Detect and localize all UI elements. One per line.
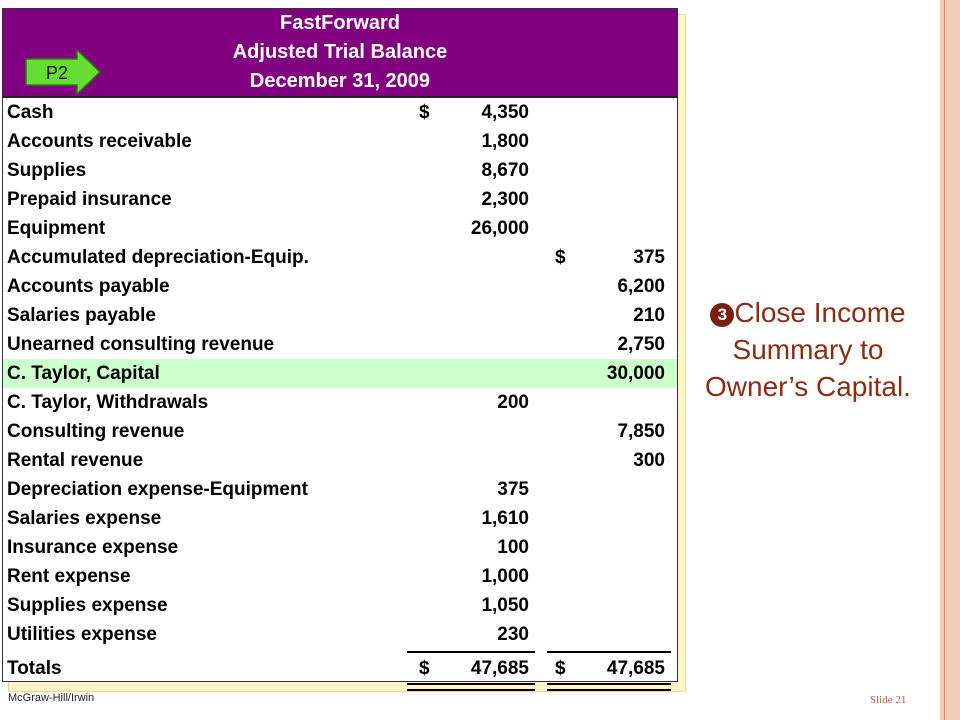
totals-label: Totals bbox=[7, 658, 62, 679]
debit-amount: 1,000 bbox=[481, 566, 529, 587]
account-name: Rent expense bbox=[7, 566, 131, 587]
account-name: Rental revenue bbox=[7, 450, 144, 471]
table-row bbox=[3, 185, 677, 214]
learning-objective-tag: P2 bbox=[45, 63, 69, 83]
step-number-badge: 3 bbox=[710, 303, 734, 327]
table-row bbox=[3, 533, 677, 562]
table-row bbox=[3, 417, 677, 446]
debit-currency-symbol: $ bbox=[419, 658, 430, 679]
account-name: Accounts payable bbox=[7, 276, 170, 297]
credit-amount: 300 bbox=[633, 450, 665, 471]
slide-number: Slide 21 bbox=[870, 694, 907, 706]
debit-total: 47,685 bbox=[470, 658, 529, 679]
account-name: Utilities expense bbox=[7, 624, 157, 645]
table-row bbox=[3, 446, 677, 475]
credit-double-rule bbox=[547, 683, 671, 691]
account-name: Supplies bbox=[7, 160, 87, 181]
table-row bbox=[3, 591, 677, 620]
credit-amount: 6,200 bbox=[617, 276, 665, 297]
totals-row bbox=[3, 654, 677, 683]
slide-border-line bbox=[944, 0, 945, 720]
account-name: Depreciation expense-Equipment bbox=[7, 479, 308, 500]
credit-currency-symbol: $ bbox=[555, 658, 566, 679]
closing-step-note bbox=[688, 294, 928, 405]
account-name: Unearned consulting revenue bbox=[7, 334, 275, 355]
account-name: Cash bbox=[7, 102, 54, 123]
debit-amount: 4,350 bbox=[481, 102, 529, 123]
report-date: December 31, 2009 bbox=[249, 70, 431, 92]
account-name: Salaries payable bbox=[7, 305, 156, 326]
debit-amount: 1,610 bbox=[481, 508, 529, 529]
table-row bbox=[3, 359, 677, 388]
credit-currency-symbol: $ bbox=[555, 247, 566, 268]
debit-amount: 375 bbox=[497, 479, 529, 500]
table-row bbox=[3, 127, 677, 156]
debit-amount: 200 bbox=[497, 392, 529, 413]
closing-step-text: Close Income Summary to Owner’s Capital. bbox=[705, 297, 911, 402]
debit-amount: 1,800 bbox=[481, 131, 529, 152]
table-row bbox=[3, 330, 677, 359]
account-name: Consulting revenue bbox=[7, 421, 185, 442]
table-row bbox=[3, 214, 677, 243]
company-name: FastForward bbox=[279, 12, 401, 34]
debit-amount: 1,050 bbox=[481, 595, 529, 616]
debit-total-rule bbox=[407, 651, 535, 653]
report-title: Adjusted Trial Balance bbox=[232, 41, 448, 63]
trial-balance-table bbox=[2, 8, 678, 682]
table-row bbox=[3, 156, 677, 185]
table-row bbox=[3, 562, 677, 591]
account-name: Accounts receivable bbox=[7, 131, 192, 152]
debit-currency-symbol: $ bbox=[419, 102, 430, 123]
account-name: C. Taylor, Capital bbox=[7, 363, 160, 384]
slide-border-decoration bbox=[940, 0, 960, 720]
account-name: Prepaid insurance bbox=[7, 189, 172, 210]
table-row bbox=[3, 272, 677, 301]
credit-amount: 30,000 bbox=[606, 363, 665, 384]
debit-double-rule bbox=[407, 683, 535, 691]
debit-amount: 100 bbox=[497, 537, 529, 558]
debit-amount: 8,670 bbox=[481, 160, 529, 181]
debit-amount: 2,300 bbox=[481, 189, 529, 210]
trial-balance-header bbox=[3, 9, 677, 98]
credit-total: 47,685 bbox=[606, 658, 665, 679]
credit-amount: 2,750 bbox=[617, 334, 665, 355]
table-row bbox=[3, 388, 677, 417]
account-name: C. Taylor, Withdrawals bbox=[7, 392, 209, 413]
account-name: Supplies expense bbox=[7, 595, 168, 616]
table-row bbox=[3, 301, 677, 330]
account-name: Insurance expense bbox=[7, 537, 179, 558]
credit-amount: 7,850 bbox=[617, 421, 665, 442]
table-row bbox=[3, 243, 677, 272]
account-name: Salaries expense bbox=[7, 508, 162, 529]
debit-amount: 26,000 bbox=[470, 218, 529, 239]
table-row bbox=[3, 504, 677, 533]
credit-total-rule bbox=[547, 651, 671, 653]
account-name: Equipment bbox=[7, 218, 106, 239]
table-row bbox=[3, 98, 677, 127]
table-row bbox=[3, 620, 677, 649]
credit-amount: 210 bbox=[633, 305, 665, 326]
credit-amount: 375 bbox=[633, 247, 665, 268]
account-name: Accumulated depreciation-Equip. bbox=[7, 247, 309, 268]
debit-amount: 230 bbox=[497, 624, 529, 645]
table-row bbox=[3, 475, 677, 504]
publisher-footer: McGraw-Hill/Irwin bbox=[8, 692, 95, 704]
